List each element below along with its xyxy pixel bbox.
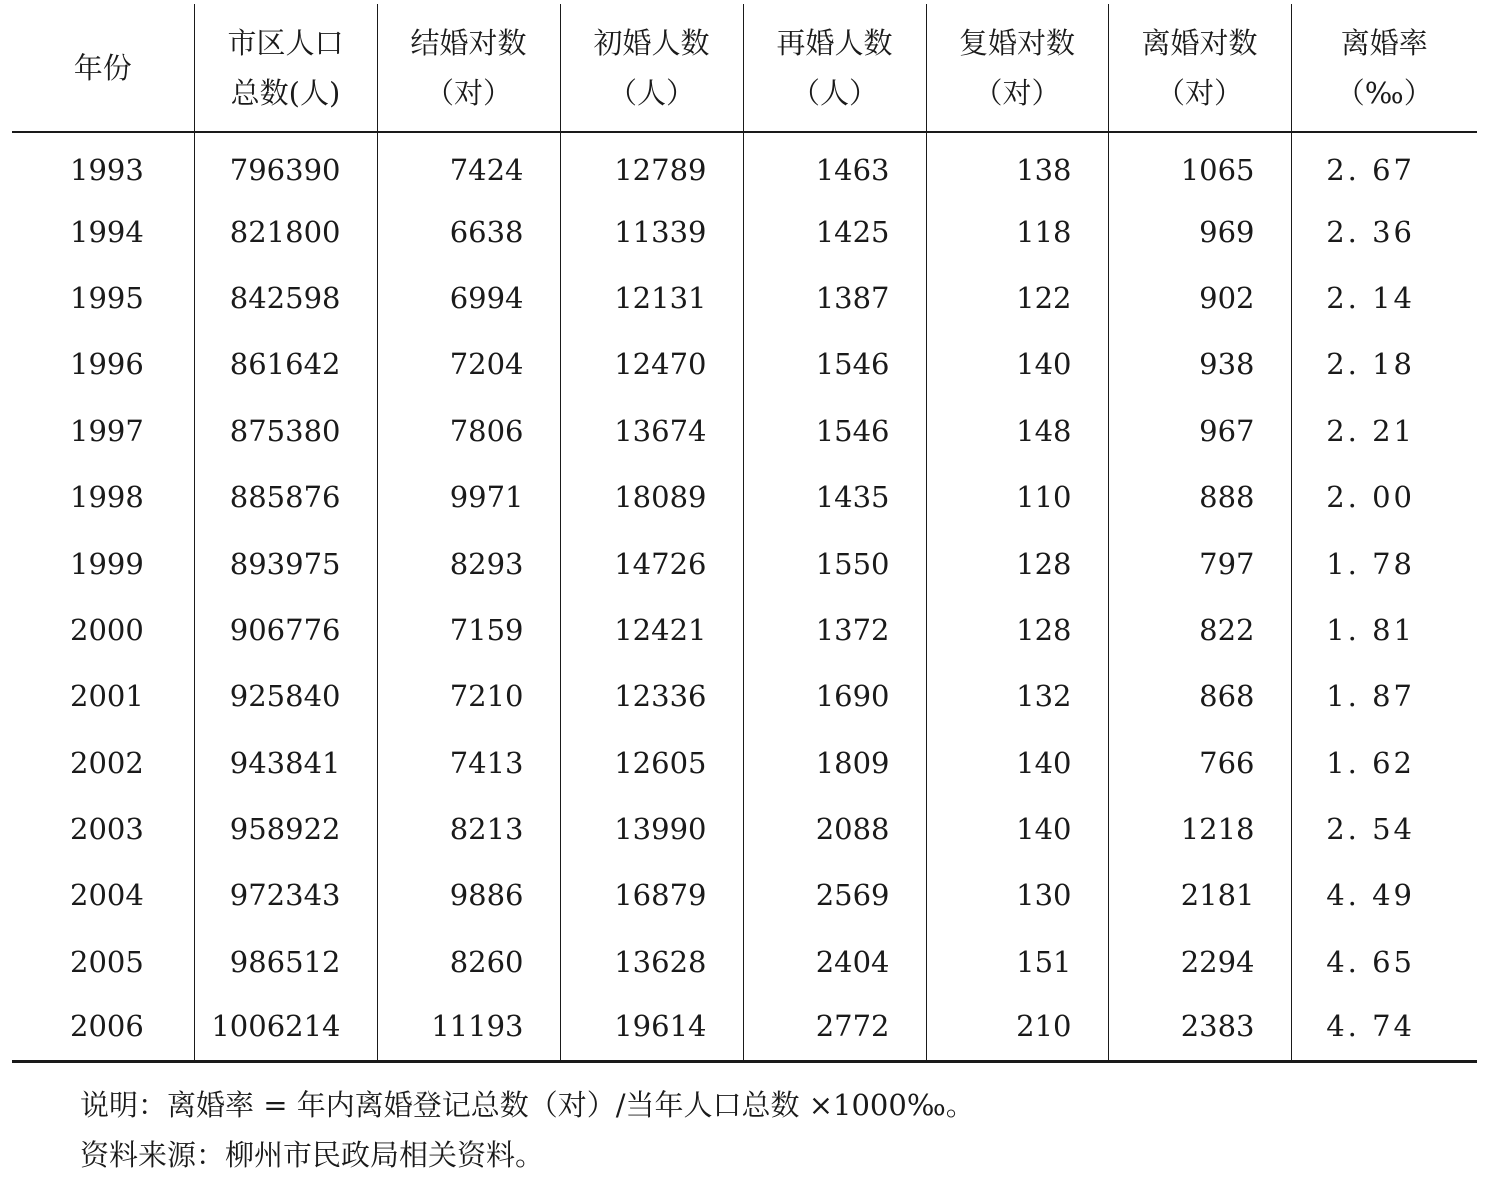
table-cell: 12470 <box>560 331 743 397</box>
table-cell: 1550 <box>743 530 926 596</box>
column-header-line2: 总数(人) <box>230 75 341 110</box>
table-cell: 8260 <box>377 929 560 995</box>
table-row <box>12 398 1477 464</box>
column-header-line2: （对） <box>973 75 1061 110</box>
table-cell: 842598 <box>194 265 377 331</box>
table-cell: 110 <box>926 464 1108 530</box>
column-header-line2: （‰） <box>1335 75 1433 110</box>
table-cell: 943841 <box>194 730 377 796</box>
table-cell: 132 <box>926 663 1108 729</box>
table-cell: 902 <box>1108 265 1291 331</box>
table-cell: 13990 <box>560 796 743 862</box>
table-cell: 14726 <box>560 530 743 596</box>
table-row <box>12 265 1477 331</box>
table-cell: 1995 <box>70 280 144 315</box>
table-cell: 4. 74 <box>1291 995 1477 1061</box>
table-notes <box>80 1080 975 1180</box>
explanation-note: 说明：离婚率 = 年内离婚登记总数（对）/当年人口总数 ×1000‰。 <box>80 1088 975 1122</box>
table-row <box>12 331 1477 397</box>
column-header <box>1108 4 1291 132</box>
table-cell: 1546 <box>743 331 926 397</box>
table-cell: 938 <box>1108 331 1291 397</box>
table-cell: 7413 <box>377 730 560 796</box>
table-cell: 861642 <box>194 331 377 397</box>
table-cell: 210 <box>926 995 1108 1061</box>
table-cell: 12605 <box>560 730 743 796</box>
table-cell: 1435 <box>743 464 926 530</box>
table-cell: 7424 <box>377 132 560 198</box>
table-cell: 1690 <box>743 663 926 729</box>
table-cell: 2. 18 <box>1291 331 1477 397</box>
column-header <box>12 4 194 132</box>
table-cell: 8213 <box>377 796 560 862</box>
table-cell: 797 <box>1108 530 1291 596</box>
table-cell: 868 <box>1108 663 1291 729</box>
table-cell: 1218 <box>1108 796 1291 862</box>
column-header-line1: 离婚率 <box>1340 25 1428 60</box>
table-cell: 958922 <box>194 796 377 862</box>
table-cell: 2. 00 <box>1291 464 1477 530</box>
table-cell: 1463 <box>743 132 926 198</box>
table-cell: 888 <box>1108 464 1291 530</box>
table-cell: 138 <box>926 132 1108 198</box>
table-cell: 2. 36 <box>1291 198 1477 264</box>
table-header <box>12 4 1477 132</box>
table-cell: 140 <box>926 796 1108 862</box>
table-cell: 19614 <box>560 995 743 1061</box>
header-row <box>12 4 1477 132</box>
table-cell: 1546 <box>743 398 926 464</box>
table-cell: 13628 <box>560 929 743 995</box>
table-row <box>12 663 1477 729</box>
table-cell: 2002 <box>70 745 144 780</box>
column-header-line2: （对） <box>424 75 512 110</box>
column-header <box>1291 4 1477 132</box>
column-header <box>377 4 560 132</box>
table-cell: 2. 67 <box>1291 132 1477 198</box>
table-cell: 2006 <box>12 995 194 1061</box>
table-cell: 2294 <box>1108 929 1291 995</box>
source-note: 资料来源：柳州市民政局相关资料。 <box>80 1138 545 1172</box>
table-cell: 7204 <box>377 331 560 397</box>
table-cell: 1999 <box>70 546 144 581</box>
table-cell: 925840 <box>194 663 377 729</box>
table-cell: 1425 <box>743 198 926 264</box>
table-cell: 12131 <box>560 265 743 331</box>
column-header <box>743 4 926 132</box>
column-header-line1: 复婚对数 <box>958 25 1075 60</box>
table-cell: 2181 <box>1108 862 1291 928</box>
table-cell: 140 <box>926 730 1108 796</box>
table-row <box>12 464 1477 530</box>
table-cell: 986512 <box>194 929 377 995</box>
table-cell: 2. 21 <box>1291 398 1477 464</box>
column-header <box>926 4 1108 132</box>
table-cell: 7210 <box>377 663 560 729</box>
table-row <box>12 132 1477 198</box>
table-cell: 7806 <box>377 398 560 464</box>
table-cell: 12789 <box>560 132 743 198</box>
table-row <box>12 862 1477 928</box>
table-cell: 2003 <box>70 812 144 847</box>
table-cell: 12421 <box>560 597 743 663</box>
table-cell: 969 <box>1108 198 1291 264</box>
table-cell: 2. 14 <box>1291 265 1477 331</box>
column-header-line1: 市区人口 <box>227 25 344 60</box>
column-header-line1: 离婚对数 <box>1141 25 1258 60</box>
table-cell: 9886 <box>377 862 560 928</box>
table-cell: 1387 <box>743 265 926 331</box>
column-header-line1: 再婚人数 <box>776 25 893 60</box>
table-cell: 875380 <box>194 398 377 464</box>
table-cell: 2383 <box>1108 995 1291 1061</box>
table-cell: 6994 <box>377 265 560 331</box>
column-header <box>194 4 377 132</box>
column-header-line2: （对） <box>1155 75 1243 110</box>
table-row <box>12 198 1477 264</box>
table-cell: 2569 <box>743 862 926 928</box>
table-cell: 1. 81 <box>1291 597 1477 663</box>
table-cell: 1996 <box>70 347 144 382</box>
table-cell: 766 <box>1108 730 1291 796</box>
table-cell: 11193 <box>377 995 560 1061</box>
table-cell: 151 <box>926 929 1108 995</box>
table-row <box>12 796 1477 862</box>
table-body <box>12 132 1477 1061</box>
table-cell: 1994 <box>70 214 144 249</box>
column-header-line1: 年份 <box>73 50 132 85</box>
table-cell: 4. 49 <box>1291 862 1477 928</box>
table-cell: 8293 <box>377 530 560 596</box>
table-cell: 967 <box>1108 398 1291 464</box>
table-cell: 796390 <box>194 132 377 198</box>
table-cell: 18089 <box>560 464 743 530</box>
table-cell: 128 <box>926 530 1108 596</box>
table-cell: 148 <box>926 398 1108 464</box>
table-cell: 7159 <box>377 597 560 663</box>
table-cell: 2772 <box>743 995 926 1061</box>
table-cell: 2005 <box>70 944 144 979</box>
table-cell: 1065 <box>1108 132 1291 198</box>
table-cell: 1. 78 <box>1291 530 1477 596</box>
table-cell: 1. 87 <box>1291 663 1477 729</box>
table-row <box>12 929 1477 995</box>
table-cell: 2088 <box>743 796 926 862</box>
table-cell: 2000 <box>70 612 144 647</box>
table-cell: 130 <box>926 862 1108 928</box>
table-cell: 11339 <box>560 198 743 264</box>
table-cell: 893975 <box>194 530 377 596</box>
table-cell: 885876 <box>194 464 377 530</box>
table-cell: 9971 <box>377 464 560 530</box>
column-header-line2: （人） <box>607 75 695 110</box>
marriage-divorce-table <box>12 4 1477 1063</box>
table-cell: 16879 <box>560 862 743 928</box>
table-cell: 118 <box>926 198 1108 264</box>
table-cell: 6638 <box>377 198 560 264</box>
table-cell: 2001 <box>70 679 144 714</box>
table-cell: 140 <box>926 331 1108 397</box>
column-header-line2: （人） <box>790 75 878 110</box>
table-cell: 1993 <box>70 152 144 187</box>
table-cell: 13674 <box>560 398 743 464</box>
column-header-line1: 初婚人数 <box>593 25 710 60</box>
table-cell: 906776 <box>194 597 377 663</box>
column-header <box>560 4 743 132</box>
table-row <box>12 730 1477 796</box>
table-cell: 1809 <box>743 730 926 796</box>
table-cell: 2404 <box>743 929 926 995</box>
table-cell: 122 <box>926 265 1108 331</box>
table-cell: 972343 <box>194 862 377 928</box>
column-header-line1: 结婚对数 <box>410 25 527 60</box>
table-row <box>12 995 1477 1061</box>
table-row <box>12 597 1477 663</box>
table-cell: 12336 <box>560 663 743 729</box>
table-row <box>12 530 1477 596</box>
table-cell: 1006214 <box>194 995 377 1061</box>
table-cell: 4. 65 <box>1291 929 1477 995</box>
table-cell: 1. 62 <box>1291 730 1477 796</box>
table-cell: 1372 <box>743 597 926 663</box>
table-cell: 1998 <box>70 480 144 515</box>
table-cell: 2004 <box>70 878 144 913</box>
table-cell: 2. 54 <box>1291 796 1477 862</box>
table-cell: 128 <box>926 597 1108 663</box>
table-cell: 1997 <box>70 413 144 448</box>
table-cell: 822 <box>1108 597 1291 663</box>
table-cell: 821800 <box>194 198 377 264</box>
